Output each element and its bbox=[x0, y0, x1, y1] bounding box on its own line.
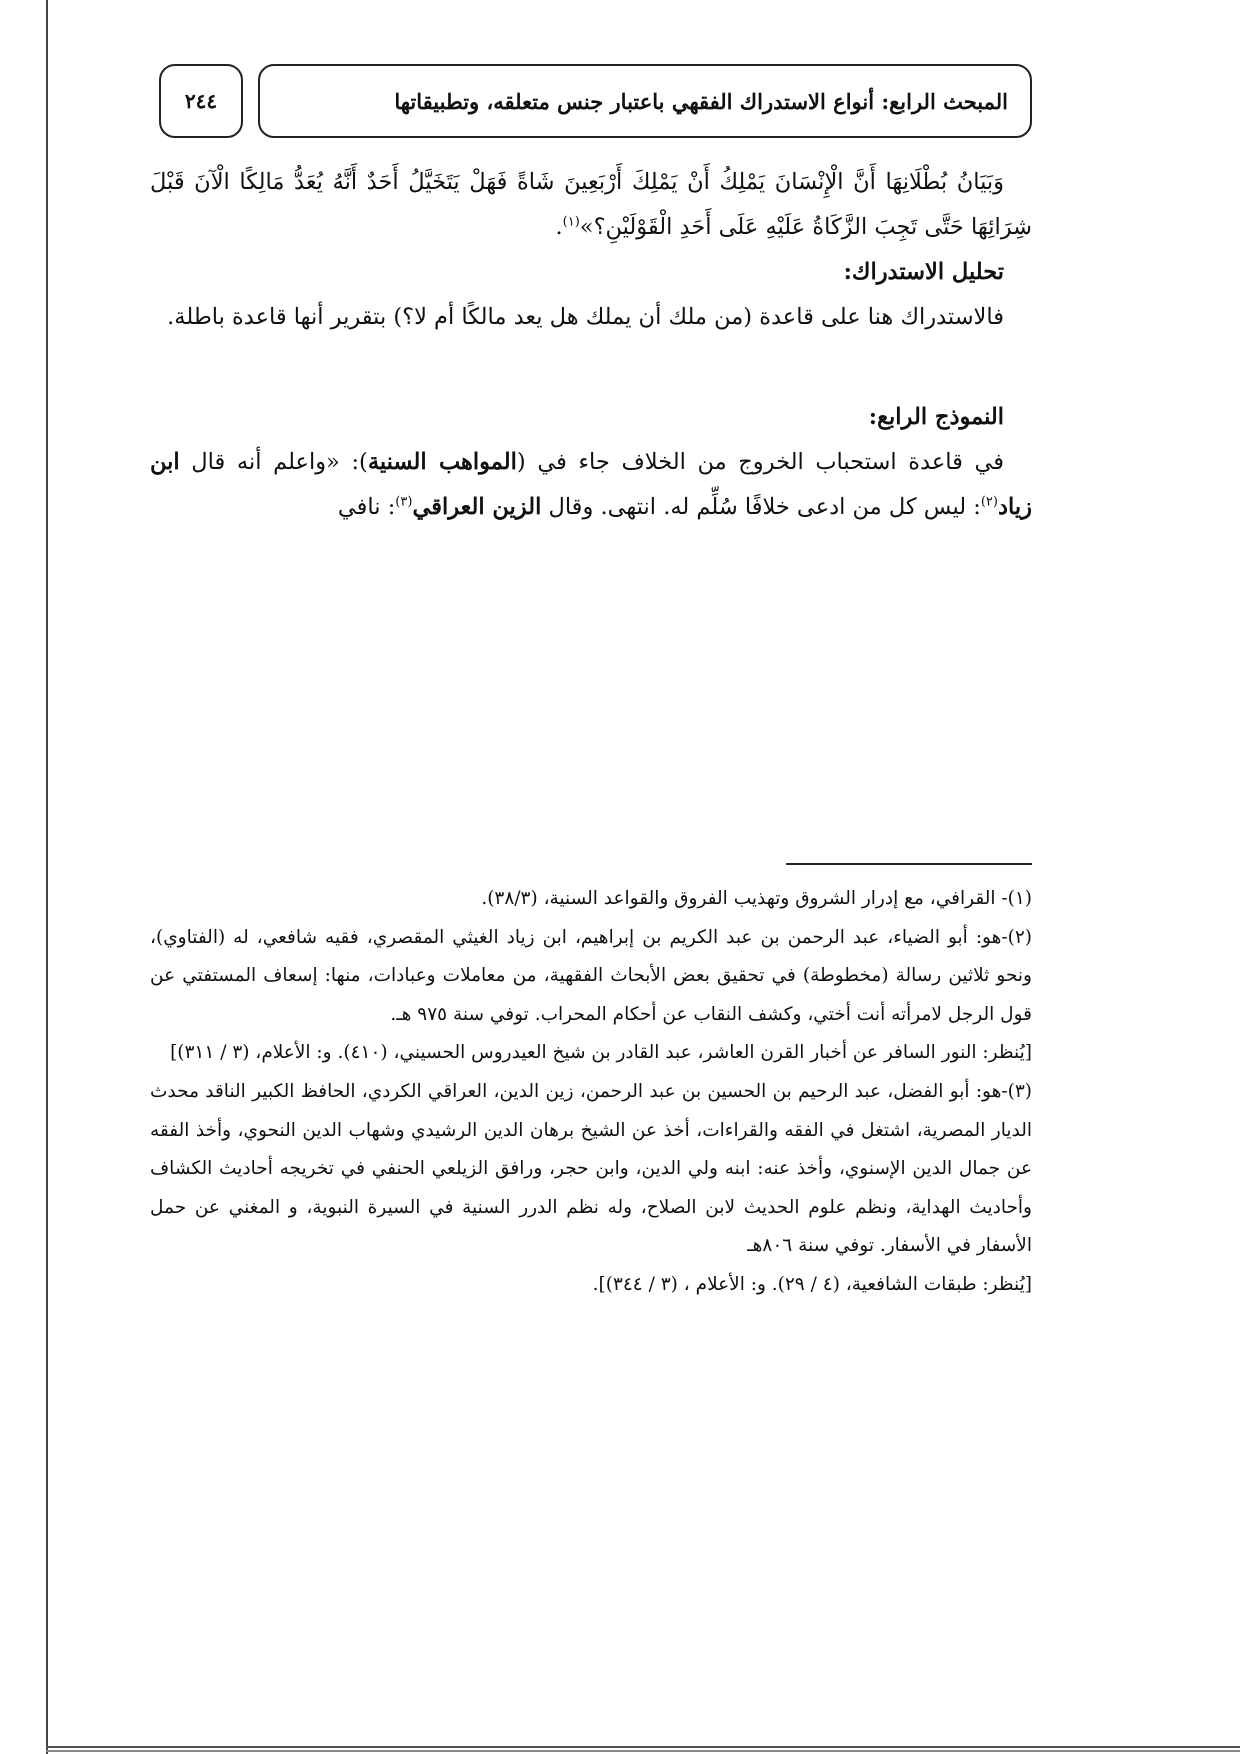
chapter-title: المبحث الرابع: أنواع الاستدراك الفقهي باعتبار جنس متعلقه، وتطبيقاتها bbox=[394, 88, 1008, 114]
quote-end: . bbox=[555, 214, 563, 240]
spacer bbox=[150, 340, 1032, 395]
footnote-3: (٣)-هو: أبو الفضل، عبد الرحيم بن الحسين بن عبد الرحمن، زين الدين، العراقي الكردي، الحافظ الكبير الناقد محدث الديار المصرية، اشتغل في الفقه والقراءات، أخذ عن الشيخ برهان الدين الرشيدي وشهاب الدين النحوي، وأخذ الفقه عن جمال الدين الإسنوي، وأخذ عنه: ابنه ولي الدين، وابن حجر، ورافق الزيلعي الحنفي في تخريجه أحاديث الكشاف وأحاديث الهداية، ونظم علوم الحديث لابن الصلاح، وله نظم الدرر السنية في السيرة النبوية، و المغني عن حمل الأسفار في الأسفار. توفي سنة ٨٠٦هـ bbox=[150, 1080, 1032, 1257]
footnote-ref-2: (٢) bbox=[980, 494, 998, 510]
footnote-separator bbox=[786, 863, 1032, 865]
footnote-1: (١)- القرافي، مع إدرار الشروق وتهذيب الفروق والقواعد السنية، (٣٨/٣). bbox=[481, 888, 1032, 909]
page-number: ٢٤٤ bbox=[184, 89, 218, 113]
page-bottom-edge bbox=[46, 1746, 1240, 1752]
book-name: المواهب السنية bbox=[367, 449, 517, 475]
heading-analysis: تحليل الاستدراك: bbox=[843, 259, 1004, 285]
footnote-ref-1: (١) bbox=[562, 214, 580, 230]
footnote-2-reference: [يُنظر: النور السافر عن أخبار القرن العاشر، عبد القادر بن شيخ العيدروس الحسيني، (٤١٠). و: الأعلام، (٣ / ٣١١)] bbox=[170, 1042, 1032, 1064]
paragraph-fourth-example bbox=[150, 440, 1032, 530]
main-text bbox=[150, 160, 1032, 530]
footnote-2: (٢)-هو: أبو الضياء، عبد الرحمن بن عبد الكريم بن إبراهيم، ابن زياد الغيثي المقصري، فقيه شافعي، له (الفتاوي)، ونحو ثلاثين رسالة (مخطوطة) في تحقيق بعض الأبحاث الفقهية، من معاملات وعبادات، منها: إسعاف المستفتي عن قول الرجل لامرأته أنت أختي، وكشف النقاب عن أحكام المحراب. توفي سنة ٩٧٥ هـ. bbox=[150, 926, 1032, 1025]
heading-fourth-example: النموذج الرابع: bbox=[868, 404, 1004, 430]
text-segment: : نافي bbox=[337, 494, 396, 520]
text-segment: ): «واعلم أنه قال bbox=[179, 449, 368, 475]
text-segment: في قاعدة استحباب الخروج من الخلاف جاء في ( bbox=[516, 449, 1005, 475]
paragraph-quote bbox=[150, 160, 1032, 250]
person-name-al-iraqi: الزين العراقي bbox=[412, 494, 542, 520]
paragraph-analysis: فالاستدراك هنا على قاعدة (من ملك أن يملك هل يعد مالكًا أم لا؟) بتقرير أنها قاعدة باطلة. bbox=[167, 304, 1004, 330]
quote-text: وَبَيَانُ بُطْلَانِهَا أَنَّ الْإِنْسَانَ يَمْلِكُ أَنْ يَمْلِكَ أَرْبَعِينَ شَاةً فَهَلْ يَتَخَيَّلُ أَحَدٌ أَنَّهُ يُعَدُّ مَالِكًا الْآنَ قَبْلَ شِرَائِهَا حَتَّى تَجِبَ الزَّكَاةُ عَلَيْهِ عَلَى أَحَدِ الْقَوْلَيْنِ؟» bbox=[150, 169, 1032, 240]
person-name-ibn-ziyad: ابن زياد bbox=[150, 449, 1032, 520]
page-number-box bbox=[159, 64, 243, 138]
chapter-header bbox=[258, 64, 1032, 138]
footnote-ref-3: (٣) bbox=[395, 494, 413, 510]
footnotes bbox=[150, 880, 1032, 1305]
text-segment: : ليس كل من ادعى خلافًا سُلِّم له. انتهى. وقال bbox=[541, 494, 981, 520]
footnote-3-reference: [يُنظر: طبقات الشافعية، (٤ / ٢٩). و: الأعلام ، (٣ / ٣٤٤)]. bbox=[592, 1273, 1032, 1295]
